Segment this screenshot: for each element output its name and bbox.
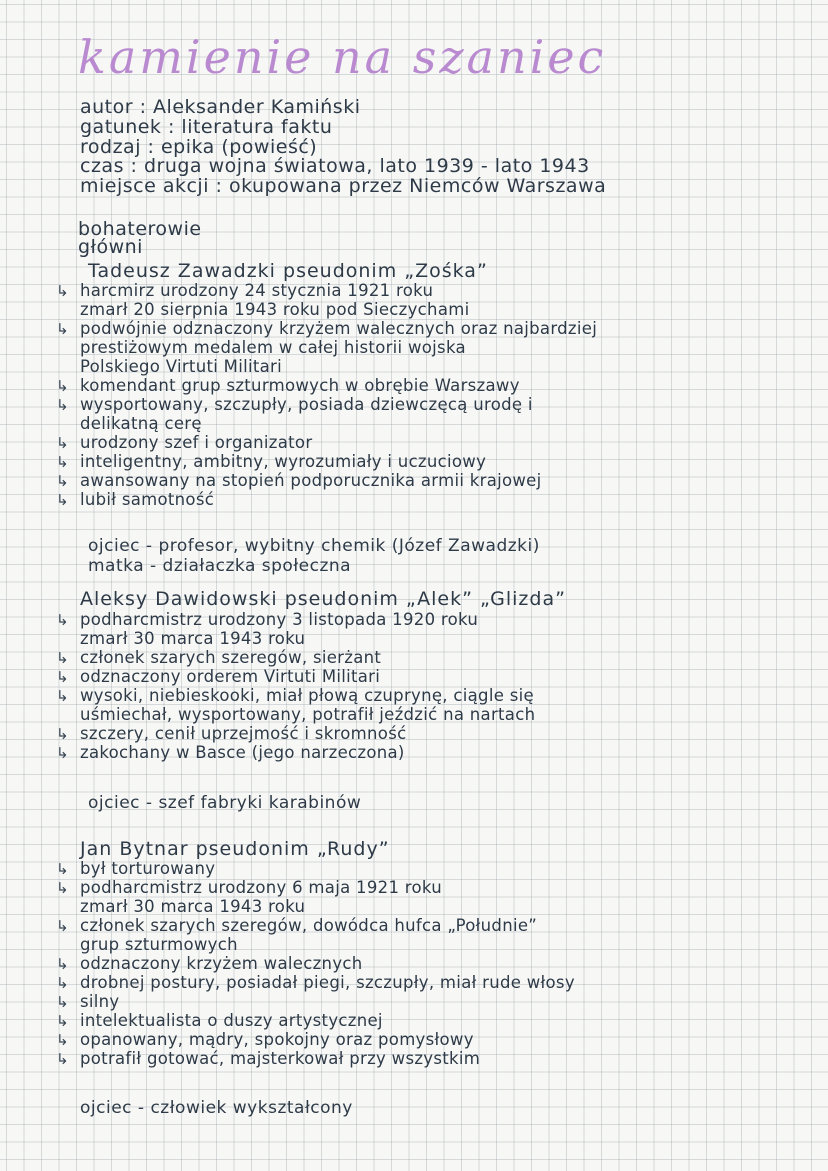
list-item: prestiżowym medalem w całej historii wojska	[80, 338, 466, 357]
list-item: ↳ odznaczony orderem Virtuti Militari	[56, 667, 381, 686]
section-heading-characters: bohaterowie	[78, 218, 202, 240]
page-title: kamienie na szaniec	[78, 30, 607, 84]
list-item: ↳ wysportowany, szczupły, posiada dziewczęcą urodę i	[56, 395, 533, 414]
arrow-bullet-icon: ↳	[56, 1050, 69, 1068]
arrow-bullet-icon: ↳	[56, 472, 69, 490]
arrow-bullet-icon: ↳	[56, 860, 69, 878]
arrow-bullet-icon: ↳	[56, 611, 69, 629]
meta-author: autor : Aleksander Kamiński	[80, 96, 361, 118]
alek-father: ojciec - szef fabryki karabinów	[88, 793, 362, 813]
list-item: ↳ podwójnie odznaczony krzyżem walecznych oraz najbardziej	[56, 319, 598, 338]
list-item: ↳ zakochany w Basce (jego narzeczona)	[56, 743, 405, 762]
list-item: delikatną cerę	[80, 414, 202, 433]
list-item: ↳ wysoki, niebieskooki, miał płową czuprynę, ciągle się	[56, 686, 534, 705]
arrow-bullet-icon: ↳	[56, 879, 69, 897]
rudy-header: Jan Bytnar pseudonim „Rudy”	[80, 838, 390, 860]
meta-kind: rodzaj : epika (powieść)	[80, 136, 318, 158]
arrow-bullet-icon: ↳	[56, 668, 69, 686]
list-item: ↳ członek szarych szeregów, dowódca hufca „Południe”	[56, 916, 538, 935]
list-item: grup szturmowych	[80, 935, 238, 954]
list-item: ↳ awansowany na stopień podporucznika armii krajowej	[56, 471, 542, 490]
arrow-bullet-icon: ↳	[56, 955, 69, 973]
list-item: ↳ intelektualista o duszy artystycznej	[56, 1011, 383, 1030]
arrow-bullet-icon: ↳	[56, 434, 69, 452]
section-heading-main: główni	[78, 236, 143, 258]
arrow-bullet-icon: ↳	[56, 687, 69, 705]
arrow-bullet-icon: ↳	[56, 453, 69, 471]
list-item: ↳ urodzony szef i organizator	[56, 433, 313, 452]
list-item: ↳ szczery, cenił uprzejmość i skromność	[56, 724, 407, 743]
list-item: zmarł 30 marca 1943 roku	[80, 629, 306, 648]
meta-time: czas : druga wojna światowa, lato 1939 - lato 1943	[80, 155, 590, 177]
list-item: zmarł 20 sierpnia 1943 roku pod Sieczychami	[80, 300, 470, 319]
arrow-bullet-icon: ↳	[56, 1012, 69, 1030]
arrow-bullet-icon: ↳	[56, 396, 69, 414]
list-item: uśmiechał, wysportowany, potrafił jeździć na nartach	[80, 705, 536, 724]
list-item: ↳ harcmirz urodzony 24 stycznia 1921 roku	[56, 281, 434, 300]
meta-genre: gatunek : literatura faktu	[80, 116, 333, 138]
arrow-bullet-icon: ↳	[56, 917, 69, 935]
list-item: ↳ był torturowany	[56, 859, 216, 878]
meta-place: miejsce akcji : okupowana przez Niemców Warszawa	[80, 175, 607, 197]
list-item: ↳ inteligentny, ambitny, wyrozumiały i uczuciowy	[56, 452, 487, 471]
zoska-father: ojciec - profesor, wybitny chemik (Józef Zawadzki)	[88, 536, 540, 556]
arrow-bullet-icon: ↳	[56, 320, 69, 338]
arrow-bullet-icon: ↳	[56, 1031, 69, 1049]
list-item: ↳ potrafił gotować, majsterkował przy wszystkim	[56, 1049, 481, 1068]
arrow-bullet-icon: ↳	[56, 744, 69, 762]
arrow-bullet-icon: ↳	[56, 649, 69, 667]
list-item: ↳ silny	[56, 992, 120, 1011]
list-item: ↳ lubił samotność	[56, 490, 215, 509]
list-item: ↳ opanowany, mądry, spokojny oraz pomysłowy	[56, 1030, 474, 1049]
list-item: ↳ drobnej postury, posiadał piegi, szczupły, miał rude włosy	[56, 973, 575, 992]
arrow-bullet-icon: ↳	[56, 725, 69, 743]
arrow-bullet-icon: ↳	[56, 377, 69, 395]
arrow-bullet-icon: ↳	[56, 993, 69, 1011]
arrow-bullet-icon: ↳	[56, 282, 69, 300]
list-item: Polskiego Virtuti Militari	[80, 357, 282, 376]
list-item: ↳ podharcmistrz urodzony 3 listopada 1920 roku	[56, 610, 479, 629]
list-item: ↳ odznaczony krzyżem walecznych	[56, 954, 363, 973]
list-item: ↳ członek szarych szeregów, sierżant	[56, 648, 382, 667]
arrow-bullet-icon: ↳	[56, 491, 69, 509]
list-item: ↳ komendant grup szturmowych w obrębie Warszawy	[56, 376, 520, 395]
zoska-header: Tadeusz Zawadzki pseudonim „Zośka”	[88, 260, 488, 282]
list-item: ↳ podharcmistrz urodzony 6 maja 1921 roku	[56, 878, 443, 897]
rudy-father: ojciec - człowiek wykształcony	[80, 1098, 353, 1118]
arrow-bullet-icon: ↳	[56, 974, 69, 992]
alek-header: Aleksy Dawidowski pseudonim „Alek” „Glizda”	[80, 588, 566, 610]
zoska-mother: matka - działaczka społeczna	[88, 556, 352, 576]
list-item: zmarł 30 marca 1943 roku	[80, 897, 306, 916]
